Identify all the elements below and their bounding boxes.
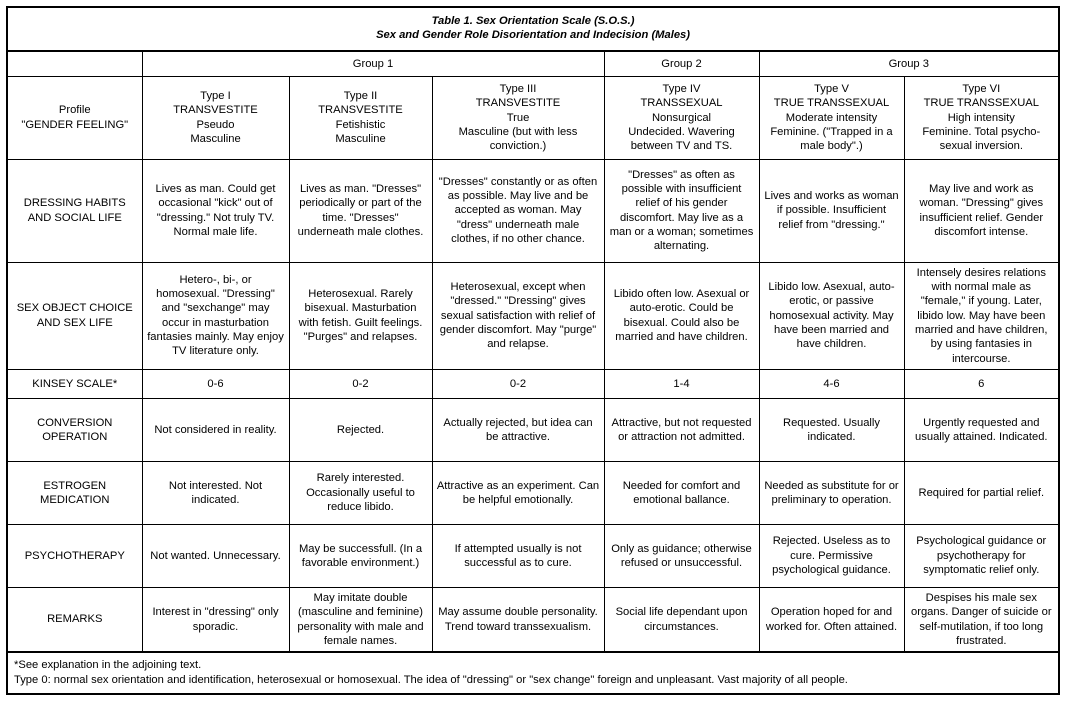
- cell-conversion-6: Urgently requested and usually attained. Indicated.: [904, 398, 1059, 461]
- cell-estrogen-6: Required for partial relief.: [904, 461, 1059, 524]
- table-row: [7, 159, 1059, 262]
- group-header-3: Group 3: [759, 51, 1059, 77]
- cell-estrogen-1: Not interested. Not indicated.: [142, 461, 289, 524]
- row-label-conversion-operation: CONVERSION OPERATION: [7, 398, 142, 461]
- category-label-3: TRANSVESTITE: [475, 97, 561, 110]
- sos-table: [6, 6, 1060, 695]
- type-label-2: Type II: [343, 90, 378, 103]
- feeling-label-5: Feminine. ("Trapped in a male body".): [770, 125, 893, 153]
- footnote-line2: Type 0: normal sex orientation and identification, heterosexual or homosexual. The idea of "dressing" or "sex change" foreign and unpleasant. Vast majority of all people.: [14, 673, 848, 686]
- footnote-line1: *See explanation in the adjoining text.: [14, 659, 202, 672]
- cell-psychotherapy-6: Psychological guidance or psychotherapy for symptomatic relief only.: [904, 524, 1059, 587]
- cell-dressing-4: "Dresses" as often as possible with insufficient relief of his gender discomfort. May live as a man or a woman; sometimes alternating.: [604, 159, 759, 262]
- row-label-psychotherapy: PSYCHOTHERAPY: [7, 524, 142, 587]
- feeling-label-6: Feminine. Total psycho-sexual inversion.: [922, 125, 1041, 153]
- row-label-kinsey-scale: KINSEY SCALE*: [7, 369, 142, 398]
- row-label-estrogen-medication: ESTROGEN MEDICATION: [7, 461, 142, 524]
- column-header-type-4: [604, 76, 759, 159]
- intensity-label-4: Nonsurgical: [651, 111, 712, 124]
- column-header-type-2: [289, 76, 432, 159]
- type-label-5: Type V: [814, 82, 849, 95]
- category-label-6: TRUE TRANSSEXUAL: [923, 97, 1039, 110]
- cell-psychotherapy-3: If attempted usually is not successful as to cure.: [432, 524, 604, 587]
- cell-conversion-1: Not considered in reality.: [142, 398, 289, 461]
- cell-conversion-4: Attractive, but not requested or attraction not admitted.: [604, 398, 759, 461]
- cell-conversion-2: Rejected.: [289, 398, 432, 461]
- table-title: [7, 7, 1059, 51]
- group-header-row: [7, 51, 1059, 77]
- intensity-label-6: High intensity: [947, 111, 1015, 124]
- type-label-6: Type VI: [962, 82, 1001, 95]
- profile-row-label: [7, 76, 142, 159]
- cell-psychotherapy-4: Only as guidance; otherwise refused or unsuccessful.: [604, 524, 759, 587]
- table-row: [7, 524, 1059, 587]
- intensity-label-2: Fetishistic: [335, 118, 386, 131]
- type-label-4: Type IV: [662, 82, 701, 95]
- cell-dressing-5: Lives and works as woman if possible. Insufficient relief from "dressing.": [759, 159, 904, 262]
- cell-sexlife-2: Heterosexual. Rarely bisexual. Masturbation with fetish. Guilt feelings. "Purges" and relapses.: [289, 262, 432, 369]
- cell-remarks-6: Despises his male sex organs. Danger of suicide or self-mutilation, if too long frustrated.: [904, 587, 1059, 652]
- table-row: [7, 369, 1059, 398]
- cell-remarks-3: May assume double personality. Trend toward transsexualism.: [432, 587, 604, 652]
- group-header-2: Group 2: [604, 51, 759, 77]
- cell-kinsey-1: 0-6: [142, 369, 289, 398]
- footnote-row: [7, 652, 1059, 694]
- table-row: [7, 398, 1059, 461]
- cell-dressing-1: Lives as man. Could get occasional "kick" out of "dressing." Not truly TV. Normal male life.: [142, 159, 289, 262]
- cell-sexlife-1: Hetero-, bi-, or homosexual. "Dressing" and "sexchange" may occur in masturbation fantasies mainly. May enjoy TV literature only.: [142, 262, 289, 369]
- cell-kinsey-6: 6: [904, 369, 1059, 398]
- cell-dressing-6: May live and work as woman. "Dressing" gives insufficient relief. Gender discomfort intense.: [904, 159, 1059, 262]
- table-title-line2: Sex and Gender Role Disorientation and Indecision (Males): [376, 29, 690, 42]
- cell-sexlife-6: Intensely desires relations with normal male as "female," if young. Later, libido low. May have been married and have children, by using fantasies in intercourse.: [904, 262, 1059, 369]
- category-label-4: TRANSSEXUAL: [640, 97, 723, 110]
- cell-remarks-5: Operation hoped for and worked for. Often attained.: [759, 587, 904, 652]
- cell-estrogen-3: Attractive as an experiment. Can be helpful emotionally.: [432, 461, 604, 524]
- cell-remarks-1: Interest in "dressing" only sporadic.: [142, 587, 289, 652]
- cell-kinsey-5: 4-6: [759, 369, 904, 398]
- feeling-label-4: Undecided. Wavering between TV and TS.: [628, 125, 735, 153]
- table-row: [7, 587, 1059, 652]
- feeling-label-1: Masculine: [190, 133, 241, 146]
- cell-kinsey-3: 0-2: [432, 369, 604, 398]
- cell-estrogen-5: Needed as substitute for or preliminary to operation.: [759, 461, 904, 524]
- row-label-dressing-habits: DRESSING HABITS AND SOCIAL LIFE: [7, 159, 142, 262]
- cell-remarks-2: May imitate double (masculine and feminine) personality with male and female names.: [289, 587, 432, 652]
- profile-label-line1: Profile: [58, 104, 91, 117]
- cell-sexlife-5: Libido low. Asexual, auto-erotic, or passive homosexual activity. May have been married and have children.: [759, 262, 904, 369]
- feeling-label-3: Masculine (but with less conviction.): [458, 125, 578, 153]
- cell-conversion-5: Requested. Usually indicated.: [759, 398, 904, 461]
- group-header-spacer: [7, 51, 142, 77]
- cell-sexlife-4: Libido often low. Asexual or auto-erotic. Could be bisexual. Could also be married and have children.: [604, 262, 759, 369]
- cell-conversion-3: Actually rejected, but idea can be attractive.: [432, 398, 604, 461]
- cell-sexlife-3: Heterosexual, except when "dressed." "Dressing" gives sexual satisfaction with relief of gender discomfort. May "purge" and relapse.: [432, 262, 604, 369]
- profile-header-row: [7, 76, 1059, 159]
- profile-label-line2: "GENDER FEELING": [21, 118, 129, 131]
- intensity-label-1: Pseudo: [196, 118, 235, 131]
- category-label-2: TRANSVESTITE: [318, 104, 403, 117]
- row-label-remarks: REMARKS: [7, 587, 142, 652]
- category-label-1: TRANSVESTITE: [173, 104, 258, 117]
- cell-estrogen-2: Rarely interested. Occasionally useful to reduce libido.: [289, 461, 432, 524]
- table-title-line1: Table 1. Sex Orientation Scale (S.O.S.): [431, 15, 635, 27]
- table-row: [7, 461, 1059, 524]
- feeling-label-2: Masculine: [335, 133, 386, 146]
- cell-psychotherapy-5: Rejected. Useless as to cure. Permissive psychological guidance.: [759, 524, 904, 587]
- intensity-label-3: True: [506, 111, 530, 124]
- cell-dressing-3: "Dresses" constantly or as often as possible. May live and be accepted as woman. May "dress" underneath male clothes, if no other chance.: [432, 159, 604, 262]
- cell-kinsey-2: 0-2: [289, 369, 432, 398]
- cell-psychotherapy-1: Not wanted. Unnecessary.: [142, 524, 289, 587]
- table-footnote: [7, 652, 1059, 694]
- intensity-label-5: Moderate intensity: [785, 111, 878, 124]
- cell-kinsey-4: 1-4: [604, 369, 759, 398]
- cell-remarks-4: Social life dependant upon circumstances.: [604, 587, 759, 652]
- type-label-3: Type III: [499, 82, 537, 95]
- column-header-type-3: [432, 76, 604, 159]
- cell-estrogen-4: Needed for comfort and emotional ballance.: [604, 461, 759, 524]
- table-title-row: [7, 7, 1059, 51]
- cell-psychotherapy-2: May be successfull. (In a favorable environment.): [289, 524, 432, 587]
- group-header-1: Group 1: [142, 51, 604, 77]
- category-label-5: TRUE TRANSSEXUAL: [773, 97, 890, 110]
- column-header-type-6: [904, 76, 1059, 159]
- row-label-sex-object-choice: SEX OBJECT CHOICE AND SEX LIFE: [7, 262, 142, 369]
- table-row: [7, 262, 1059, 369]
- column-header-type-5: [759, 76, 904, 159]
- column-header-type-1: [142, 76, 289, 159]
- type-label-1: Type I: [200, 90, 231, 103]
- cell-dressing-2: Lives as man. "Dresses" periodically or part of the time. "Dresses" underneath male clothes.: [289, 159, 432, 262]
